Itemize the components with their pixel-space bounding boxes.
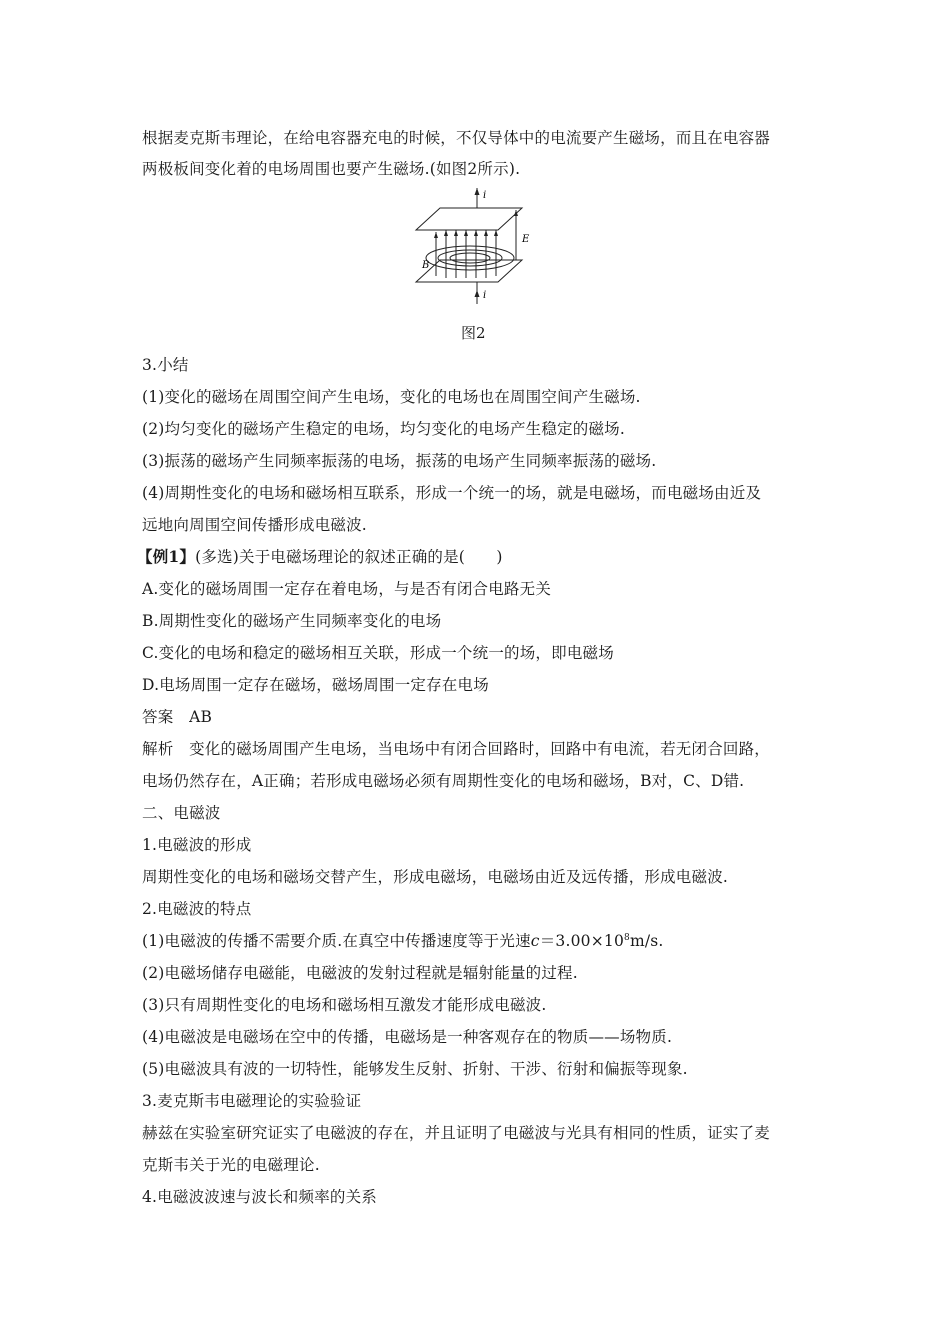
feature-4: (4)电磁波是电磁场在空中的传播，电磁场是一种客观存在的物质——场物质. (142, 1028, 673, 1046)
section-2-sub-4: 4.电磁波波速与波长和频率的关系 (142, 1188, 377, 1206)
option-b: B.周期性变化的磁场产生同频率变化的电场 (142, 612, 442, 630)
section-2-sub-3-line-1: 赫兹在实验室研究证实了电磁波的存在，并且证明了电磁波与光具有相同的性质，证实了麦 (142, 1124, 771, 1142)
light-speed-unit: m/s. (629, 932, 664, 950)
summary-item-4-line-2: 远地向周围空间传播形成电磁波. (142, 516, 367, 534)
summary-item-4-line-1: (4)周期性变化的电场和磁场相互联系，形成一个统一的场，就是电磁场，而电磁场由近及 (142, 484, 762, 502)
section-2-sub-1-text: 周期性变化的电场和磁场交替产生，形成电磁场，电磁场由近及远传播，形成电磁波. (142, 868, 729, 886)
section-2-sub-1: 1.电磁波的形成 (142, 836, 252, 854)
feature-1-text: (1)电磁波的传播不需要介质.在真空中传播速度等于光速 (142, 932, 531, 950)
light-speed-exponent: 8 (624, 933, 630, 943)
analysis-line-2: 电场仍然存在，A正确；若形成电磁场必须有周期性变化的电场和磁场，B对，C、D错. (142, 772, 745, 790)
summary-item-3: (3)振荡的磁场产生同频率振荡的电场，振荡的电场产生同频率振荡的磁场. (142, 452, 657, 470)
top-current-arrow (475, 188, 480, 195)
label-i-bottom: i (483, 290, 487, 301)
feature-5: (5)电磁波具有波的一切特性，能够发生反射、折射、干涉、衍射和偏振等现象. (142, 1060, 688, 1078)
intro-line-2: 两极板间变化着的电场周围也要产生磁场.(如图2所示). (142, 160, 521, 178)
section-2-heading: 二、电磁波 (142, 804, 221, 822)
section-2-sub-3-line-2: 克斯韦关于光的电磁理论. (142, 1156, 320, 1174)
example-tag: 【例1】 (137, 547, 196, 566)
section-2-sub-2: 2.电磁波的特点 (142, 900, 252, 918)
answer-line: 答案 AB (142, 708, 213, 726)
feature-3: (3)只有周期性变化的电场和磁场相互激发才能形成电磁波. (142, 996, 547, 1014)
feature-1 (142, 930, 664, 952)
light-speed-symbol: c (530, 932, 540, 950)
light-speed-value: ＝3.00×10 (539, 932, 625, 950)
magnetic-field-rings (426, 246, 514, 270)
option-c: C.变化的电场和稳定的磁场相互关联，形成一个统一的场，即电磁场 (142, 644, 614, 662)
figure-caption: 图2 (461, 324, 486, 342)
label-E: E (522, 234, 530, 245)
option-a: A.变化的磁场周围一定存在着电场，与是否有闭合电路无关 (142, 580, 552, 598)
top-plate (416, 208, 522, 230)
label-B: B (422, 260, 430, 271)
capacitor-field-diagram (412, 186, 542, 306)
feature-2: (2)电磁场储存电磁能，电磁波的发射过程就是辐射能量的过程. (142, 964, 578, 982)
section-2-sub-3: 3.麦克斯韦电磁理论的实验验证 (142, 1092, 362, 1110)
intro-line-1: 根据麦克斯韦理论，在给电容器充电的时候，不仅导体中的电流要产生磁场，而且在电容器 (142, 129, 771, 147)
example-question-text: (多选)关于电磁场理论的叙述正确的是( ) (195, 548, 503, 566)
option-d: D.电场周围一定存在磁场，磁场周围一定存在电场 (142, 676, 489, 694)
summary-item-1: (1)变化的磁场在周围空间产生电场，变化的电场也在周围空间产生磁场. (142, 388, 641, 406)
summary-item-2: (2)均匀变化的磁场产生稳定的电场，均匀变化的电场产生稳定的磁场. (142, 420, 625, 438)
example-question (137, 546, 503, 568)
label-i-top: i (483, 190, 487, 201)
analysis-line-1: 解析 变化的磁场周围产生电场，当电场中有闭合回路时，回路中有电流，若无闭合回路， (142, 740, 771, 758)
bottom-current-arrow (475, 290, 480, 297)
summary-heading: 3.小结 (142, 356, 189, 374)
